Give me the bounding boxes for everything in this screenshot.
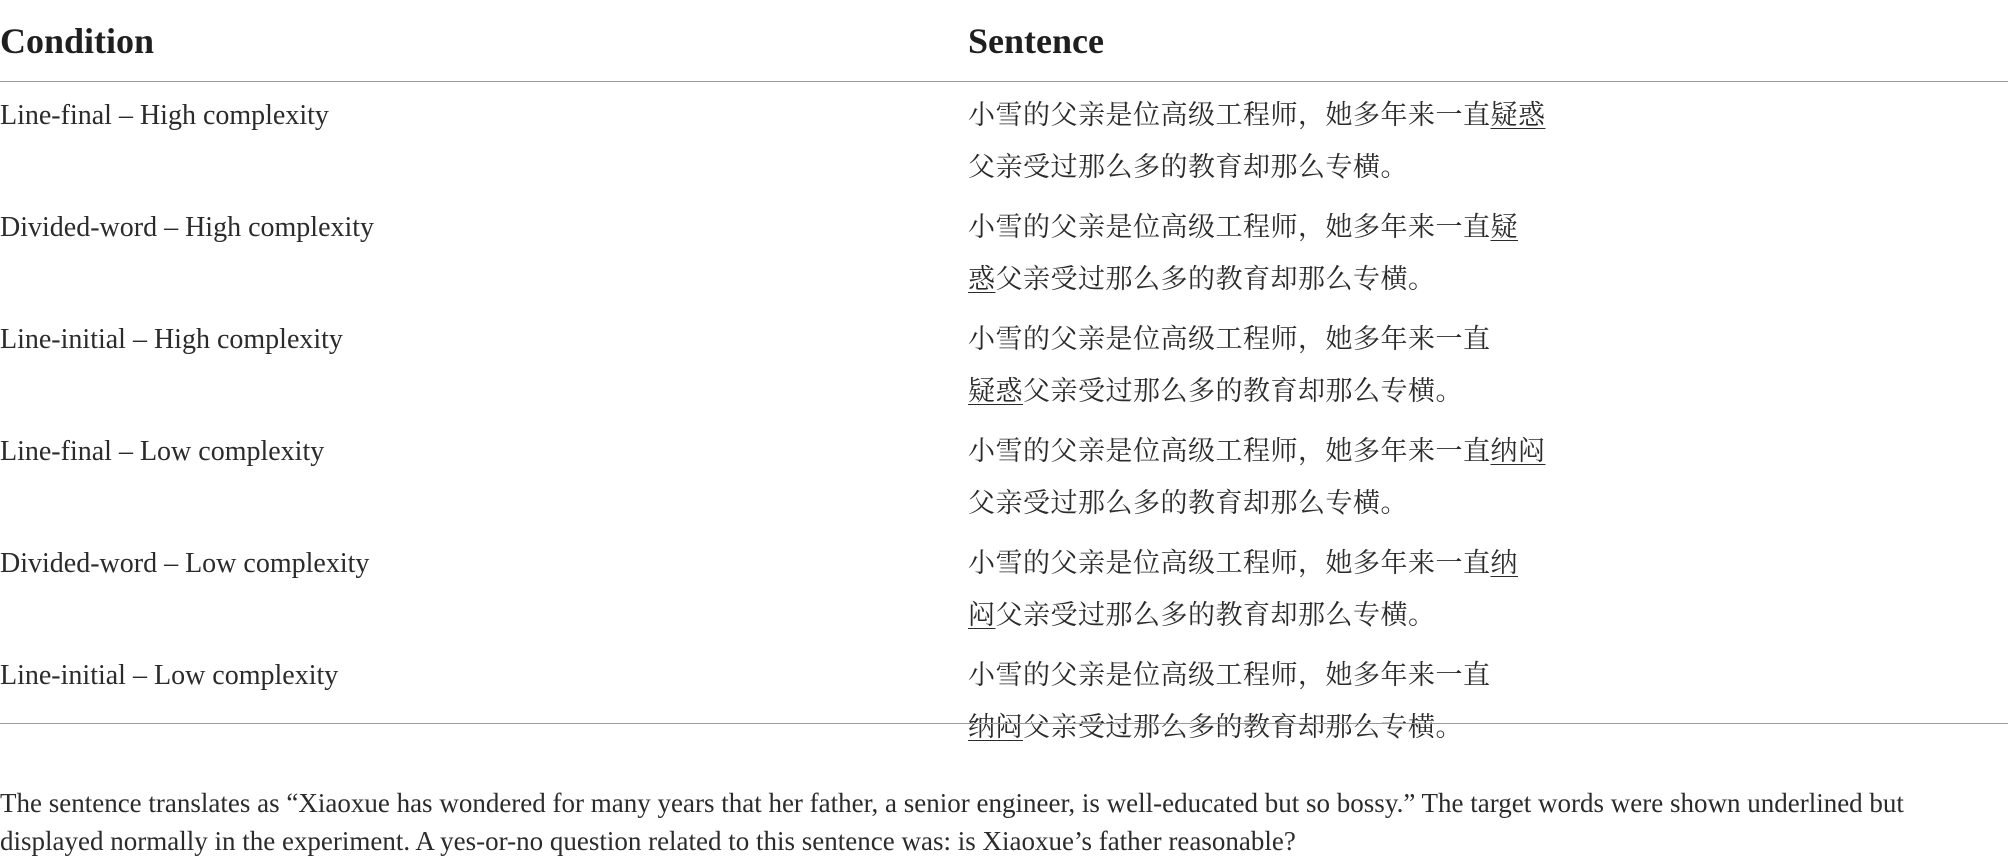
target-word-underlined: 疑惑 bbox=[1490, 100, 1546, 131]
sentence-text: 父亲受过那么多的教育却那么专横。 bbox=[1023, 712, 1463, 743]
sentence-line-1 bbox=[968, 90, 2008, 142]
header-sentence: Sentence bbox=[968, 0, 2008, 82]
condition-cell: Divided-word – High complexity bbox=[0, 212, 375, 243]
sentence-line-2 bbox=[968, 590, 2008, 642]
sentence-cell bbox=[968, 82, 2008, 195]
condition-cell: Line-final – High complexity bbox=[0, 100, 329, 131]
sentence-text: 小雪的父亲是位高级工程师，她多年来一直 bbox=[968, 100, 1491, 131]
sentence-cell bbox=[968, 418, 2008, 530]
sentence-cell bbox=[968, 642, 2008, 754]
sentence-line-1 bbox=[968, 650, 2008, 702]
sentence-line-2 bbox=[968, 254, 2008, 306]
sentence-line-2 bbox=[968, 702, 2008, 754]
table-bottom-rule bbox=[0, 723, 2008, 724]
target-word-underlined: 纳闷 bbox=[968, 712, 1023, 743]
condition-cell: Line-initial – Low complexity bbox=[0, 660, 339, 691]
condition-cell: Line-final – Low complexity bbox=[0, 436, 325, 467]
condition-cell: Line-initial – High complexity bbox=[0, 324, 343, 355]
sentence-line-1 bbox=[968, 538, 2008, 590]
sentence-cell bbox=[968, 194, 2008, 306]
table-row bbox=[0, 194, 2008, 306]
sentence-text: 小雪的父亲是位高级工程师，她多年来一直 bbox=[968, 548, 1491, 579]
target-word-underlined: 惑 bbox=[968, 264, 996, 295]
table-row bbox=[0, 418, 2008, 530]
sentence-cell bbox=[968, 530, 2008, 642]
table-footnote: The sentence translates as “Xiaoxue has wondered for many years that her father, a senior engineer, is well-educated but so bossy.” The target words were shown underlined but displayed normally in the experiment. A yes-or-no question related to this sentence was: is Xiaoxue’s father reasonable? bbox=[0, 788, 1904, 856]
sentence-text: 小雪的父亲是位高级工程师，她多年来一直 bbox=[968, 212, 1491, 243]
sentence-line-2 bbox=[968, 142, 2008, 194]
sentence-line-2 bbox=[968, 478, 2008, 530]
target-word-underlined: 纳 bbox=[1490, 548, 1518, 579]
sentence-text: 父亲受过那么多的教育却那么专横。 bbox=[995, 264, 1436, 295]
sentence-text: 小雪的父亲是位高级工程师，她多年来一直 bbox=[968, 324, 1491, 355]
sentence-text: 小雪的父亲是位高级工程师，她多年来一直 bbox=[968, 660, 1491, 691]
sentence-text: 父亲受过那么多的教育却那么专横。 bbox=[968, 152, 1408, 183]
sentence-text: 父亲受过那么多的教育却那么专横。 bbox=[995, 600, 1436, 631]
sentence-line-1 bbox=[968, 426, 2008, 478]
table-header-row bbox=[0, 0, 2008, 82]
header-condition: Condition bbox=[0, 0, 968, 82]
sentence-text: 父亲受过那么多的教育却那么专横。 bbox=[968, 488, 1408, 519]
sentence-line-2 bbox=[968, 366, 2008, 418]
target-word-underlined: 闷 bbox=[968, 600, 996, 631]
sentence-cell bbox=[968, 306, 2008, 418]
sentence-text: 小雪的父亲是位高级工程师，她多年来一直 bbox=[968, 436, 1491, 467]
table-row bbox=[0, 530, 2008, 642]
sentence-text: 父亲受过那么多的教育却那么专横。 bbox=[1023, 376, 1463, 407]
condition-cell: Divided-word – Low complexity bbox=[0, 548, 370, 579]
table-row bbox=[0, 82, 2008, 195]
sentence-line-1 bbox=[968, 314, 2008, 366]
table-row bbox=[0, 306, 2008, 418]
table-body bbox=[0, 82, 2008, 755]
sentence-line-1 bbox=[968, 202, 2008, 254]
target-word-underlined: 纳闷 bbox=[1490, 436, 1546, 467]
target-word-underlined: 疑惑 bbox=[968, 376, 1023, 407]
table-row bbox=[0, 642, 2008, 754]
target-word-underlined: 疑 bbox=[1490, 212, 1518, 243]
